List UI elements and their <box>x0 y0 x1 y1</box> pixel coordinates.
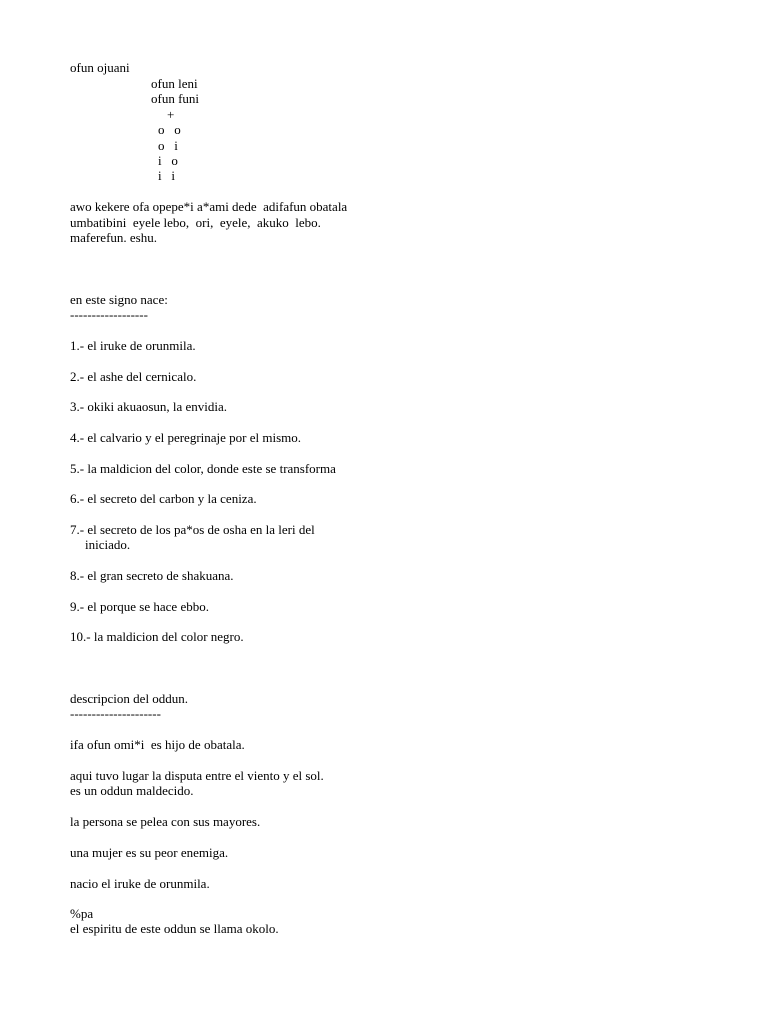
sign-line-1: ofun leni <box>151 76 198 91</box>
list-item: 3.- okiki akuaosun, la envidia. <box>70 399 228 414</box>
list-item: 7.- el secreto de los pa*os de osha en la leri del <box>70 522 315 537</box>
paragraph-line: el espiritu de este oddun se llama okolo. <box>70 921 279 936</box>
sign-mark-row: o o <box>158 122 181 137</box>
paragraph-line: es un oddun maldecido. <box>70 783 194 798</box>
paragraph-line: nacio el iruke de orunmila. <box>70 876 210 891</box>
list-item: 2.- el ashe del cernicalo. <box>70 369 197 384</box>
list-item: 1.- el iruke de orunmila. <box>70 338 196 353</box>
list-item-continuation: iniciado. <box>85 537 131 552</box>
sign-mark-row: o i <box>158 138 178 153</box>
paragraph-line: una mujer es su peor enemiga. <box>70 845 229 860</box>
section-heading: descripcion del oddun. <box>70 691 189 706</box>
paragraph-line: ifa ofun omi*i es hijo de obatala. <box>70 737 245 752</box>
list-item: 8.- el gran secreto de shakuana. <box>70 568 234 583</box>
section-heading: en este signo nace: <box>70 292 168 307</box>
list-item: 4.- el calvario y el peregrinaje por el mismo. <box>70 430 302 445</box>
list-item: 6.- el secreto del carbon y la ceniza. <box>70 491 257 506</box>
sign-line-2: ofun funi <box>151 91 200 106</box>
list-item: 10.- la maldicion del color negro. <box>70 629 244 644</box>
section-rule: ------------------ <box>70 307 148 322</box>
sign-mark-row: i o <box>158 153 178 168</box>
rezo-line: awo kekere ofa opepe*i a*ami dede adifafun obatala <box>70 199 348 214</box>
sign-plus: + <box>167 107 175 122</box>
paragraph-line: %pa <box>70 906 94 921</box>
rezo-line: maferefun. eshu. <box>70 230 157 245</box>
sign-mark-row: i i <box>158 168 175 183</box>
section-rule: --------------------- <box>70 706 161 721</box>
paragraph-line: aqui tuvo lugar la disputa entre el viento y el sol. <box>70 768 324 783</box>
list-item: 9.- el porque se hace ebbo. <box>70 599 209 614</box>
sign-title: ofun ojuani <box>70 60 130 75</box>
list-item: 5.- la maldicion del color, donde este se transforma <box>70 461 336 476</box>
paragraph-line: la persona se pelea con sus mayores. <box>70 814 261 829</box>
rezo-line: umbatibini eyele lebo, ori, eyele, akuko lebo. <box>70 215 321 230</box>
